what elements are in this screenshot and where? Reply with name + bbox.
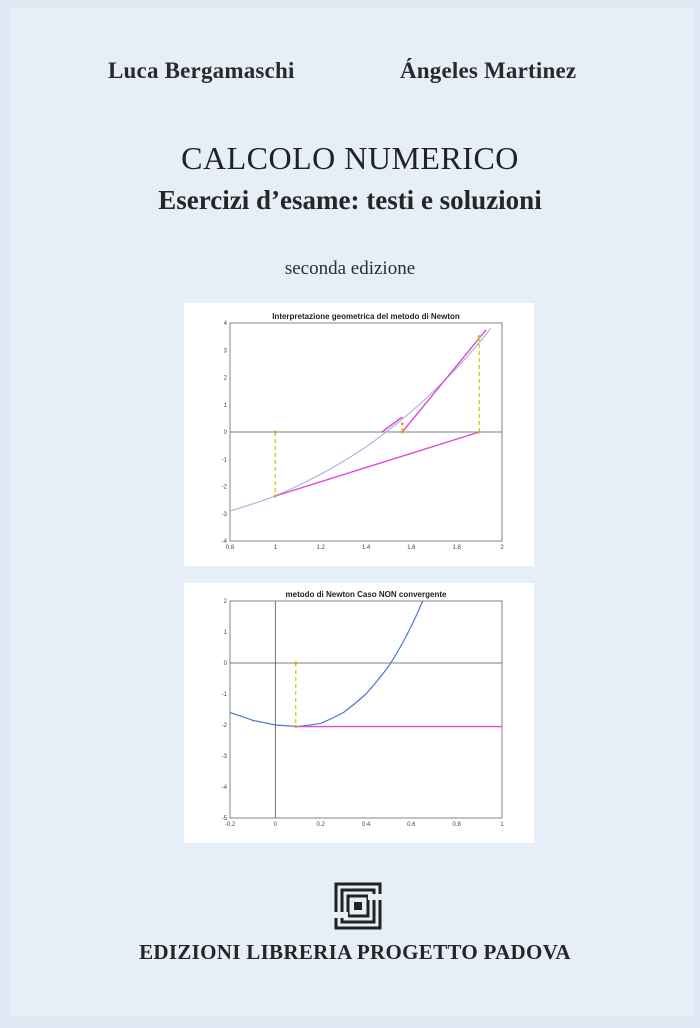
plot-frame bbox=[230, 601, 502, 818]
newton-nonconvergent-chart bbox=[184, 583, 534, 843]
x-tick-label: 1.6 bbox=[407, 545, 416, 551]
iterate-point bbox=[478, 335, 481, 338]
x-tick-label: 1 bbox=[500, 822, 504, 828]
book-subtitle: Esercizi d’esame: testi e soluzioni bbox=[158, 185, 542, 215]
x-tick-label: 0.6 bbox=[407, 822, 416, 828]
author-name-2: Ángeles Martinez bbox=[400, 58, 577, 83]
y-tick-label: 0 bbox=[223, 661, 227, 667]
series-tangent-3 bbox=[382, 417, 402, 432]
y-tick-label: -3 bbox=[221, 511, 227, 518]
series-tangent-2 bbox=[402, 330, 486, 432]
x-tick-label: 1 bbox=[273, 545, 278, 551]
x-tick-label: 1.2 bbox=[316, 545, 325, 551]
x-tick-label: 0.2 bbox=[316, 822, 325, 828]
newton-geometric-chart bbox=[184, 303, 534, 566]
series-curve-0 bbox=[230, 328, 491, 511]
publisher-name: EDIZIONI LIBRERIA PROGETTO PADOVA bbox=[139, 940, 571, 964]
y-tick-label: -4 bbox=[221, 785, 227, 791]
y-tick-label: 1 bbox=[223, 402, 227, 409]
x-tick-label: 2 bbox=[500, 545, 504, 551]
iterate-point bbox=[401, 431, 404, 434]
newton-geometric-chart-svg bbox=[184, 303, 534, 566]
edition-label: seconda edizione bbox=[284, 258, 416, 279]
iterate-point bbox=[478, 431, 481, 434]
y-tick-label: 4 bbox=[223, 321, 227, 327]
iterate-point bbox=[274, 431, 277, 434]
y-tick-label: -2 bbox=[221, 484, 227, 491]
series-curve-0 bbox=[230, 601, 423, 727]
y-tick-label: -3 bbox=[221, 754, 227, 760]
y-tick-label: -2 bbox=[221, 723, 227, 729]
book-title: CALCOLO NUMERICO bbox=[181, 140, 519, 176]
chart-title: metodo di Newton Caso NON convergente bbox=[285, 590, 447, 599]
series-tangent-1 bbox=[275, 432, 479, 496]
iterate-point bbox=[294, 725, 297, 728]
y-tick-label: -5 bbox=[221, 816, 227, 822]
iterate-point bbox=[294, 662, 297, 665]
y-tick-label: 3 bbox=[223, 348, 227, 355]
x-tick-label: 0.8 bbox=[452, 822, 461, 828]
author-name-1: Luca Bergamaschi bbox=[108, 58, 295, 83]
x-tick-label: 1.8 bbox=[452, 545, 461, 551]
iterate-point bbox=[274, 495, 277, 498]
x-tick-label: 0.8 bbox=[225, 545, 235, 551]
y-tick-label: 2 bbox=[223, 599, 227, 605]
x-tick-label: -0.2 bbox=[224, 822, 236, 828]
iterate-point bbox=[401, 422, 404, 425]
y-tick-label: -4 bbox=[221, 539, 227, 545]
x-tick-label: 0.4 bbox=[361, 822, 371, 828]
x-tick-label: 1.4 bbox=[361, 545, 371, 551]
y-tick-label: 2 bbox=[223, 375, 227, 382]
chart-title: Interpretazione geometrica del metodo di Newton bbox=[272, 312, 460, 321]
y-tick-label: 0 bbox=[223, 430, 227, 436]
y-tick-label: 1 bbox=[223, 630, 227, 636]
newton-nonconvergent-chart-svg bbox=[184, 583, 534, 843]
y-tick-label: -1 bbox=[221, 457, 227, 464]
y-tick-label: -1 bbox=[221, 692, 227, 698]
publisher-logo bbox=[334, 882, 382, 930]
x-tick-label: 0 bbox=[273, 822, 278, 828]
